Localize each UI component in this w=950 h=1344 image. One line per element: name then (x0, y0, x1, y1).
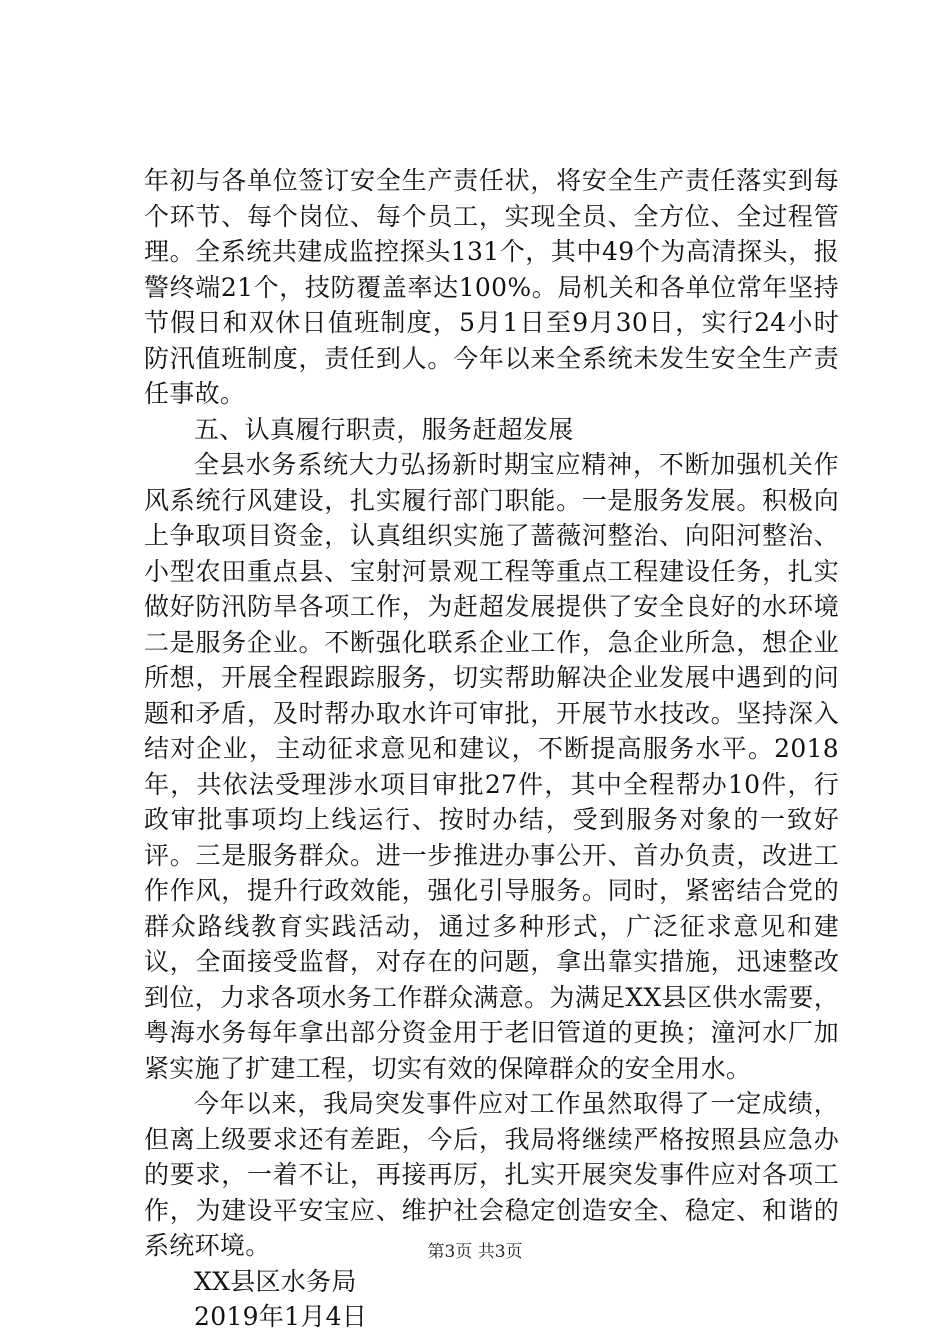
section-heading-five: 五、认真履行职责，服务赶超发展 (194, 414, 574, 444)
page-footer: 第3页 共3页 (427, 1242, 523, 1262)
signature-date: 2019年1月4日 (194, 1302, 368, 1331)
document-body (144, 163, 839, 1335)
signature-organization: XX县区水务局 (194, 1266, 357, 1296)
paragraph-safety-responsibility: 年初与各单位签订安全生产责任状，将安全生产责任落实到每个环节、每个岗位、每个员工，实现全员、全方位、全过程管理。全系统共建成监控探头131个，其中49个为高清探头，报警终端21个，技防覆盖率达100%。局机关和各单位常年坚持节假日和双休日值班制度，5月1日至9月30日，实行24小时防汛值班制度，责任到人。今年以来全系统未发生安全生产责任事故。 (144, 166, 839, 408)
paragraph-service-development: 全县水务系统大力弘扬新时期宝应精神，不断加强机关作风系统行风建设，扎实履行部门职能。一是服务发展。积极向上争取项目资金，认真组织实施了蔷薇河整治、向阳河整治、小型农田重点县、宝射河景观工程等重点工程建设任务，扎实做好防汛防旱各项工作，为赶超发展提供了安全良好的水环境二是服务企业。不断强化联系企业工作，急企业所急，想企业所想，开展全程跟踪服务，切实帮助解决企业发展中遇到的问题和矛盾，及时帮办取水许可审批，开展节水技改。坚持深入结对企业，主动征求意见和建议，不断提高服务水平。2018年，共依法受理涉水项目审批27件，其中全程帮办10件，行政审批事项均上线运行、按时办结，受到服务对象的一致好评。三是服务群众。进一步推进办事公开、首办负责，改进工作作风，提升行政效能，强化引导服务。同时，紧密结合党的群众路线教育实践活动，通过多种形式，广泛征求意见和建议，全面接受监督，对存在的问题，拿出靠实措施，迅速整改到位，力求各项水务工作群众满意。为满足XX县区供水需要，粤海水务每年拿出部分资金用于老旧管道的更换；潼河水厂加紧实施了扩建工程，切实有效的保障群众的安全用水。 (144, 450, 839, 1083)
paragraph-conclusion: 今年以来，我局突发事件应对工作虽然取得了一定成绩，但离上级要求还有差距，今后，我局将继续严格按照县应急办的要求，一着不让，再接再厉，扎实开展突发事件应对各项工作，为建设平安宝应、维护社会稳定创造安全、稳定、和谐的系统环境。 (144, 1089, 839, 1260)
